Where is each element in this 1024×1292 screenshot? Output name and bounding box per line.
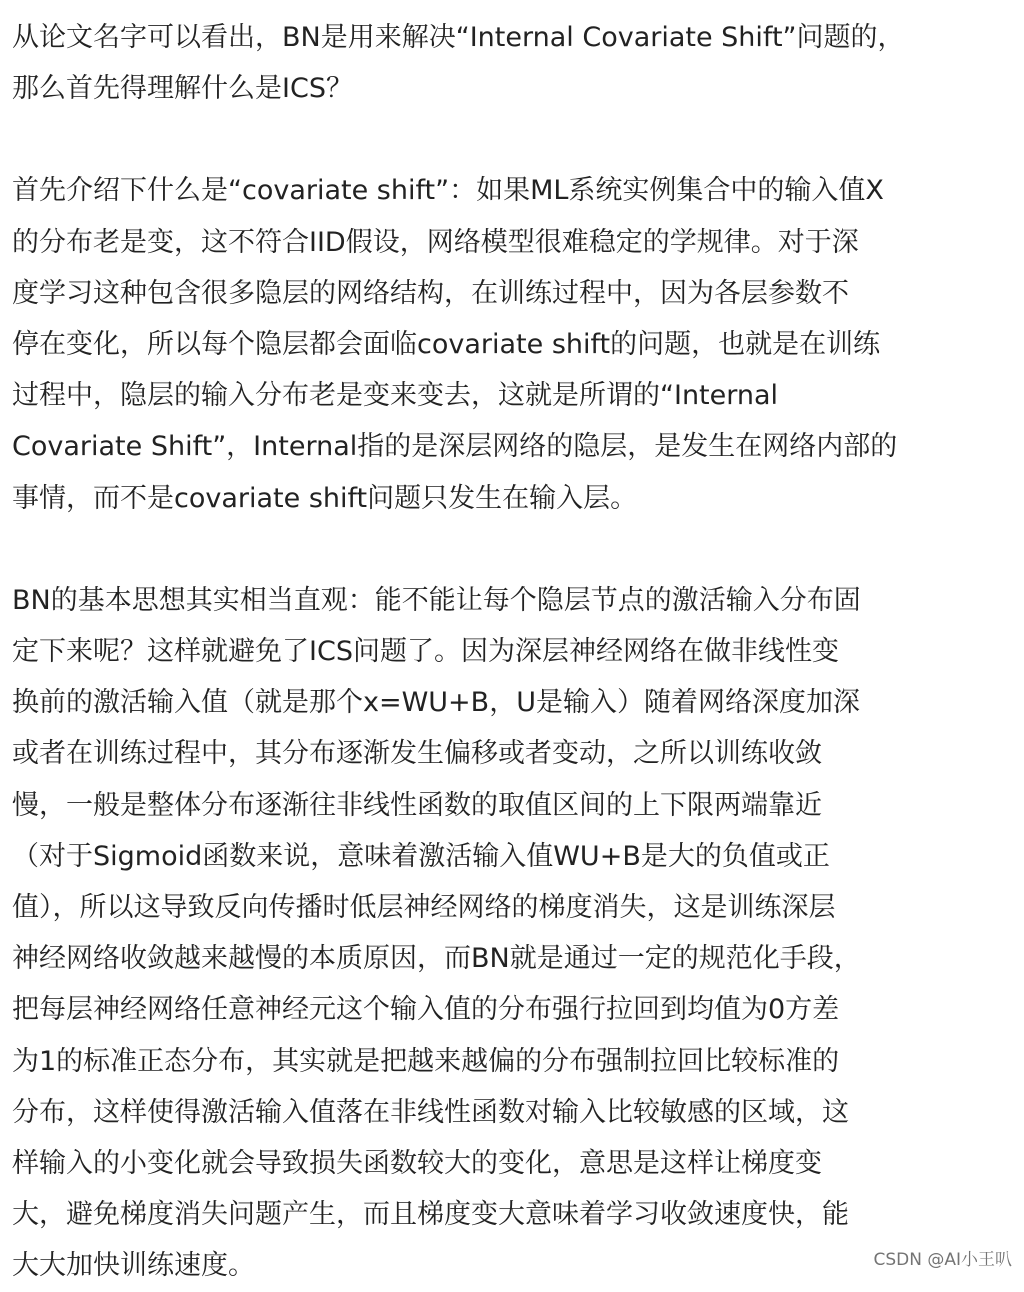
paragraph-covariate-shift: 首先介绍下什么是“covariate shift”：如果ML系统实例集合中的输入值X 的分布老是变，这不符合IID假设，网络模型很难稳定的学规律。对于深 度学习这种包含很多隐层的网络结构，在训练过程中，因为各层参数不 停在变化，所以每个隐层都会面临covariate shift的问题，也就是在训练 过程中，隐层的输入分布老是变来变去，这就是所谓的“Internal Covariate Shift”，Internal指的是深层网络的隐层，是发生在网络内部的 事情，而不是covariate shift问题只发生在输入层。 [12,175,898,514]
csdn-watermark: CSDN @AI小王叭 [873,1250,1012,1270]
paragraph-bn-idea: BN的基本思想其实相当直观：能不能让每个隐层节点的激活输入分布固 定下来呢？这样就避免了ICS问题了。因为深层神经网络在做非线性变 换前的激活输入值（就是那个x=WU+B，U是输入）随着网络深度加深 或者在训练过程中，其分布逐渐发生偏移或者变动，之所以训练收敛 慢，一般是整体分布逐渐往非线性函数的取值区间的上下限两端靠近 （对于Sigmoid函数来说，意味着激活输入值WU+B是大的负值或正 值），所以这导致反向传播时低层神经网络的梯度消失，这是训练深层 神经网络收敛越来越慢的本质原因，而BN就是通过一定的规范化手段， 把每层神经网络任意神经元这个输入值的分布强行拉回到均值为0方差 为1的标准正态分布，其实就是把越来越偏的分布强制拉回比较标准的 分布，这样使得激活输入值落在非线性函数对输入比较敏感的区域，这 样输入的小变化就会导致损失函数较大的变化，意思是这样让梯度变 大，避免梯度消失问题产生，而且梯度变大意味着学习收敛速度快，能 大大加快训练速度。 [12,584,861,1282]
paragraph-ics-intro: 从论文名字可以看出，BN是用来解决“Internal Covariate Shift”问题的， 那么首先得理解什么是ICS？ [12,22,905,105]
article-body [12,12,1008,1292]
